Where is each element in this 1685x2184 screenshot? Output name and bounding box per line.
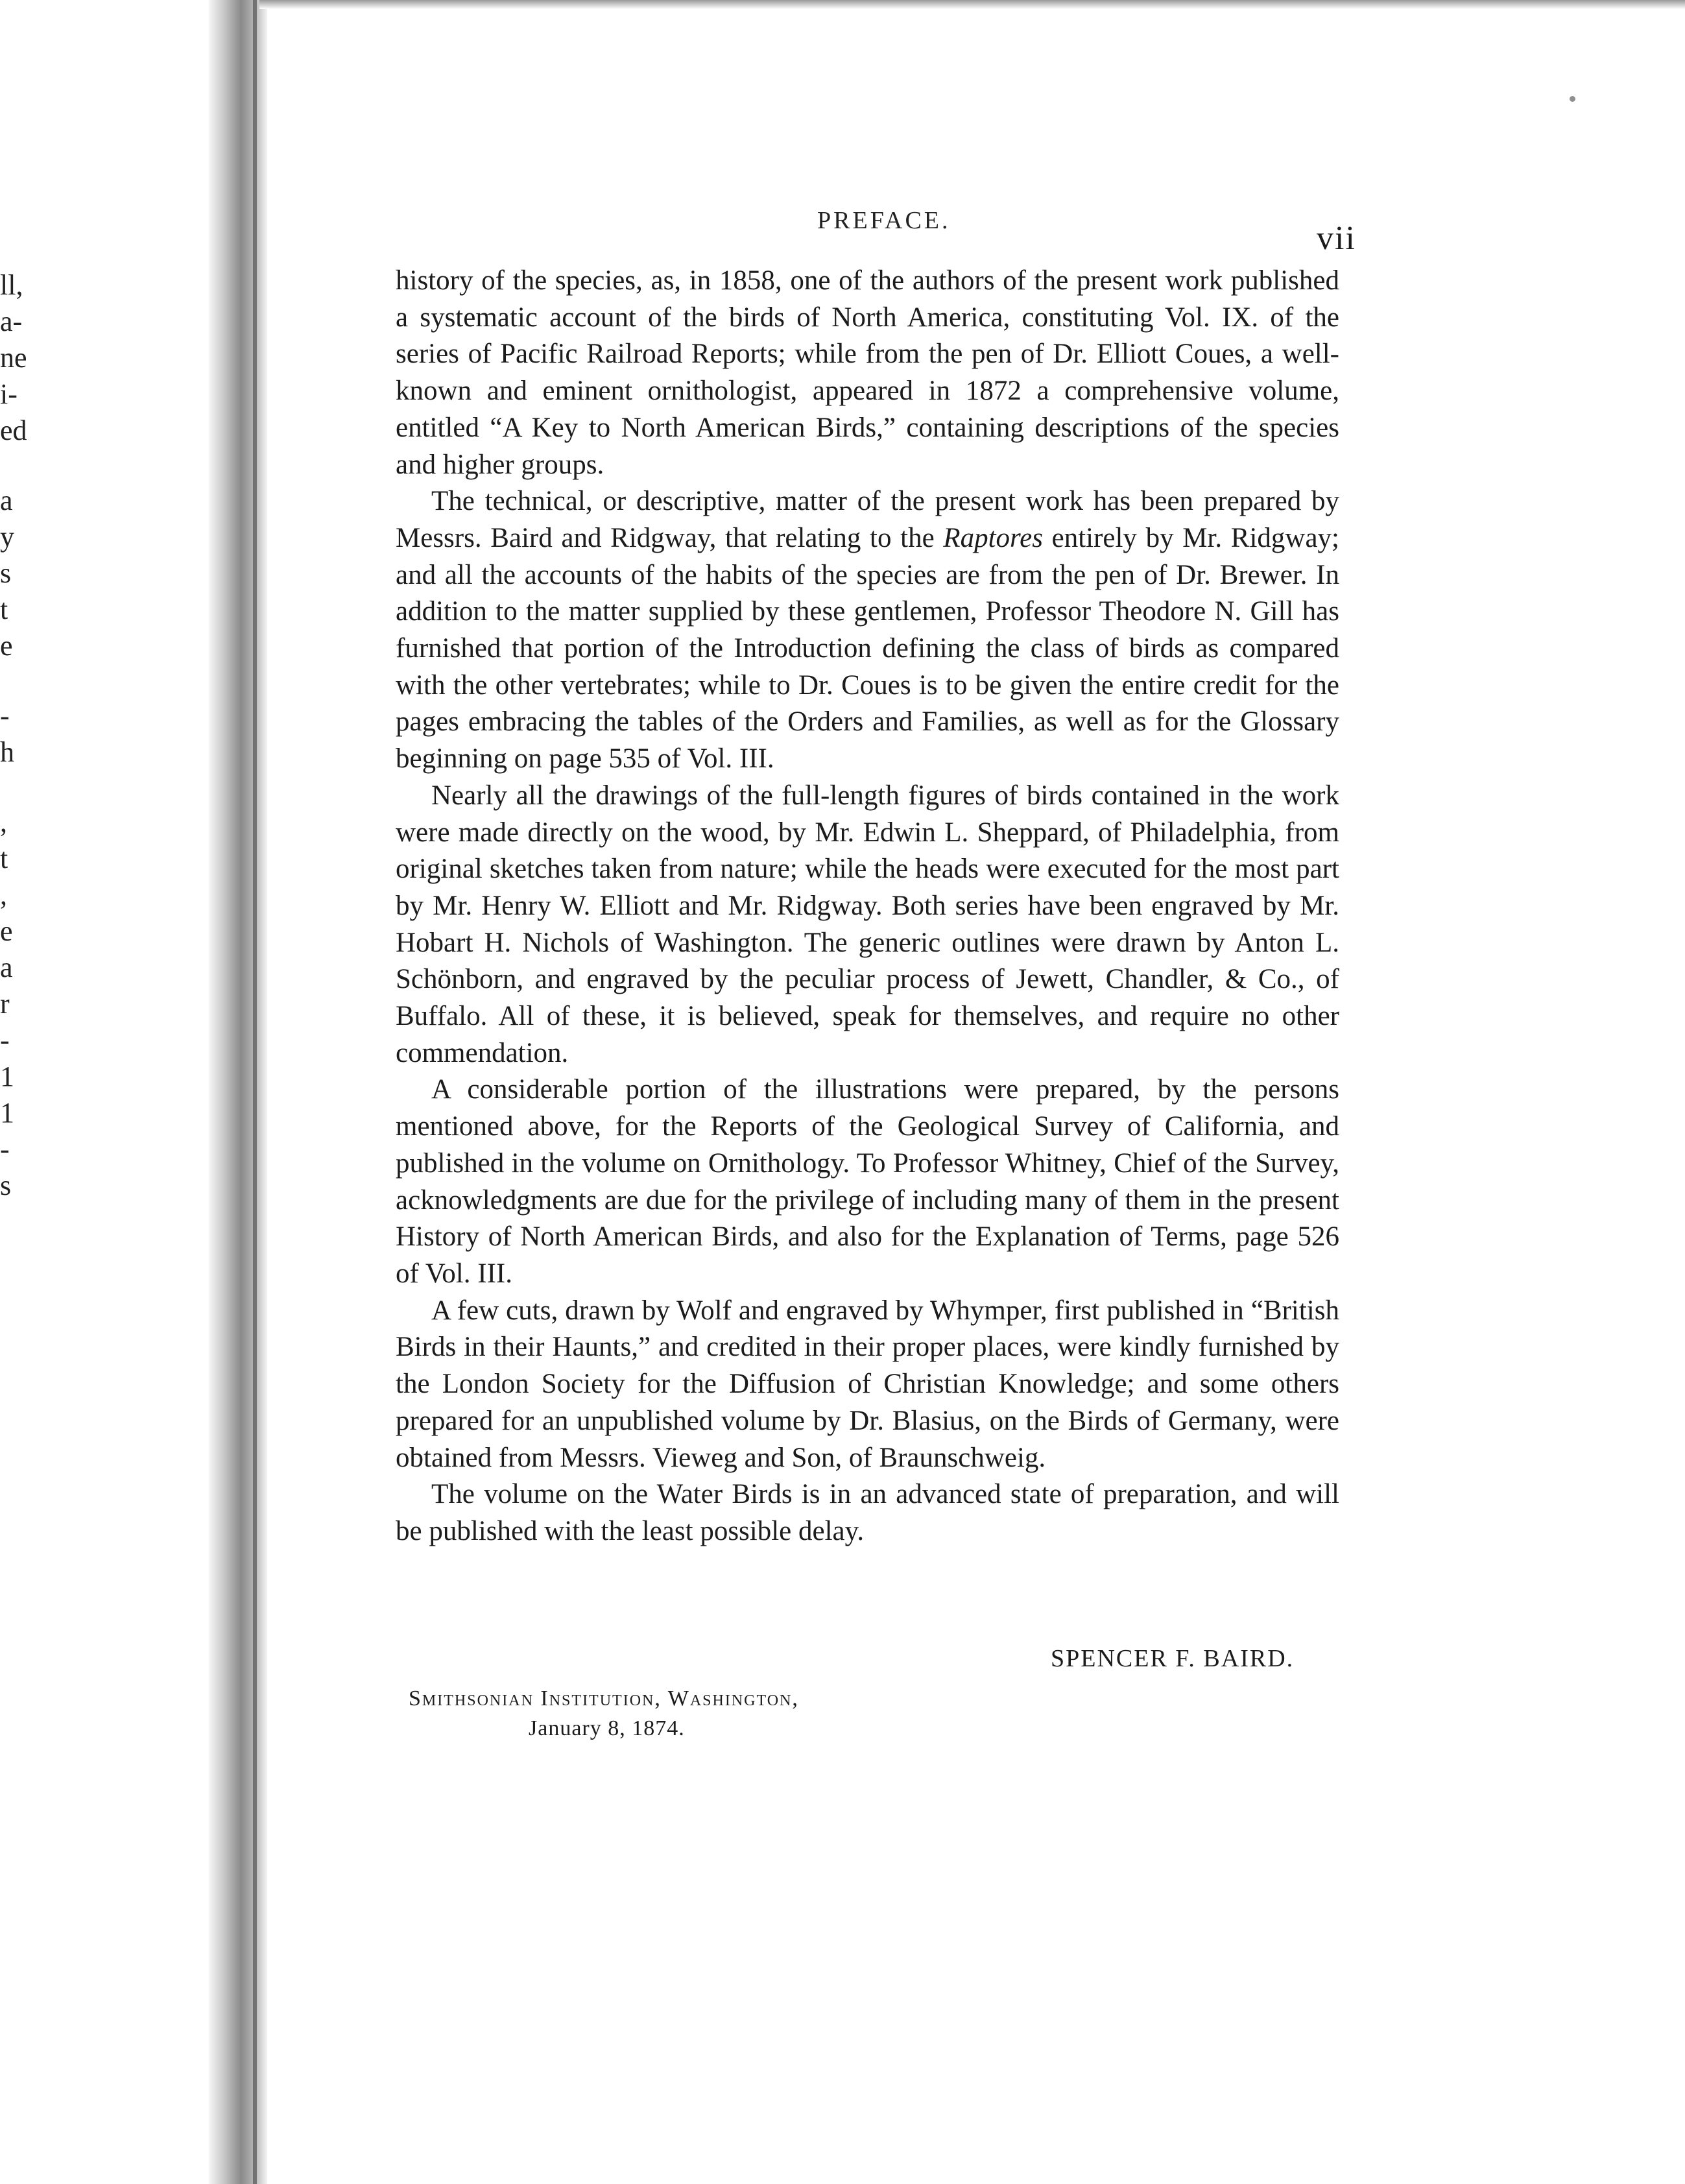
author-signature: SPENCER F. BAIRD. — [1051, 1645, 1295, 1672]
margin-fragment: s — [0, 1170, 12, 1201]
paragraph: A considerable portion of the illustrations were prepared, by the persons mentioned above, for the Reports of the Geological Survey of California, and published in the volume on Ornithology. To Professor Whitney, Chief of the Survey, acknowledgments are due for the privilege of including many of them in the present History of North American Birds, and also for the Explanation of Terms, page 526 of Vol. III. — [396, 1074, 1339, 1289]
paragraph: Nearly all the drawings of the full-length figures of birds contained in the work were made directly on the wood, by Mr. Edwin L. Sheppard, of Philadelphia, from original sketches taken from nature; while the heads were executed for the most part by Mr. Henry W. Elliott and Mr. Ridgway. Both series have been engraved by Mr. Hobart H. Nichols of Washington. The generic outlines were drawn by Anton L. Schönborn, and engraved by the peculiar process of Jewett, Chandler, & Co., of Buffalo. All of these, it is believed, speak for themselves, and require no other commendation. — [396, 780, 1339, 1068]
page-gutter-shadow — [209, 0, 267, 2184]
signing-date: January 8, 1874. — [529, 1716, 685, 1740]
paragraph: A few cuts, drawn by Wolf and engraved by Whymper, first published in “British Birds in their Haunts,” and credited in their proper places, were kindly furnished by the London Society for the Diffusion of Christian Knowledge; and some others prepared for an unpublished volume by Dr. Blasius, on the Birds of Germany, were obtained from Messrs. Vieweg and Son, of Braunschweig. — [396, 1295, 1339, 1473]
page-top-edge — [259, 0, 1685, 9]
paragraph-text: The technical, or descriptive, matter of the present work has been prepared by Messrs. Baird and Ridgway, that relating to the — [396, 486, 1339, 553]
page-gutter-line — [253, 0, 257, 2184]
preface-body — [396, 263, 1339, 1550]
margin-fragment: ed — [0, 414, 27, 446]
margin-fragment: , — [0, 806, 7, 838]
margin-fragment: - — [0, 700, 10, 732]
margin-fragment: 1 — [0, 1097, 14, 1129]
margin-fragment: ll, — [0, 269, 23, 301]
paragraph: The volume on the Water Birds is in an advanced state of preparation, and will be published with the least possible delay. — [396, 1479, 1339, 1546]
paragraph: history of the species, as, in 1858, one of the authors of the present work published a systematic account of the birds of North America, constituting Vol. IX. of the series of Pacific Railroad Reports; while from the pen of Dr. Elliott Coues, a well-known and eminent ornithologist, appeared in 1872 a comprehensive volume, entitled “A Key to North American Birds,” containing descriptions of the species and higher groups. — [396, 265, 1339, 480]
margin-fragment: e — [0, 915, 13, 947]
margin-fragment: h — [0, 736, 14, 768]
margin-fragment: r — [0, 988, 10, 1020]
margin-fragment: i- — [0, 378, 18, 410]
margin-fragment: 1 — [0, 1061, 14, 1092]
margin-fragment: , — [0, 879, 7, 911]
page-number: vii — [1317, 220, 1356, 257]
margin-fragment: e — [0, 630, 13, 662]
running-header: PREFACE. — [817, 207, 951, 234]
margin-fragment: a- — [0, 306, 23, 337]
emphasized-term: Raptores — [943, 522, 1043, 553]
margin-fragment: a — [0, 485, 13, 516]
margin-fragment: ne — [0, 342, 27, 374]
margin-fragment: s — [0, 557, 12, 589]
paragraph — [396, 483, 1339, 778]
margin-fragment: t — [0, 843, 8, 874]
paragraph-text: entirely by Mr. Ridgway; and all the accounts of the habits of the species are from the pen of Dr. Brewer. In addition to the matter supplied by these gentlemen, Professor Theodore N. Gill has furnished that portion of the Introduction defining the class of birds as compared with the other vertebrates; while to Dr. Coues is to be given the entire credit for the pages embracing the tables of the Orders and Families, as well as for the Glossary beginning on page 535 of Vol. III. — [396, 522, 1339, 774]
signing-place: Smithsonian Institution, Washington, — [409, 1686, 799, 1710]
margin-fragment: a — [0, 952, 13, 983]
scan-speck — [1570, 96, 1575, 102]
margin-fragment: y — [0, 521, 14, 553]
margin-fragment: - — [0, 1133, 10, 1165]
margin-fragment: - — [0, 1024, 10, 1056]
margin-fragment: t — [0, 594, 8, 625]
